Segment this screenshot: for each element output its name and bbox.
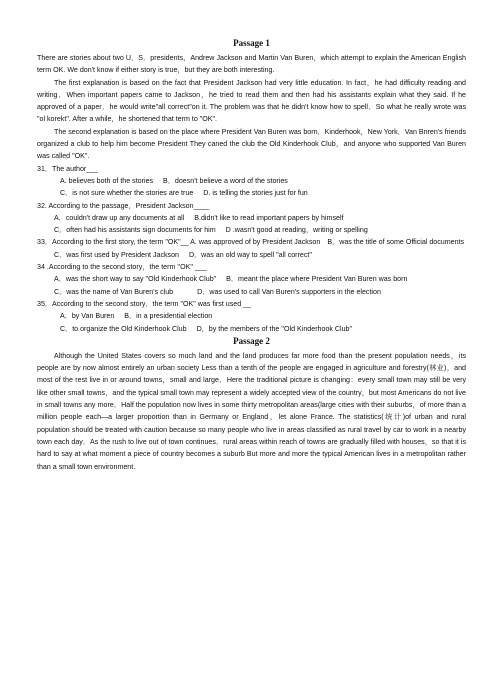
- passage-1-paragraph-1: There are stories about two U．S．presidents，Andrew Jackson and Martin Van Buren，which attempt to explain the American English term OK. We don't know if either story is true，but they are both interesting.: [37, 54, 466, 75]
- question-34-option-a: A．was the short way to say ''Old Kinderhook Club": [54, 275, 217, 284]
- question-35-options-row-1: [37, 310, 466, 322]
- question-34-option-b: B．meant the place where President Van Buren was born: [226, 275, 408, 284]
- question-34-stem: 34 .According to the second story，the term ''OK'' ___: [37, 263, 207, 272]
- question-35-options-row-2: [37, 323, 466, 335]
- question-35-option-b: B．in a presidential election: [124, 312, 213, 321]
- question-31-option-d: D. is telling the stories just for fun: [203, 189, 308, 198]
- question-34-option-c: C．was the name of Van Buren's club: [54, 287, 174, 296]
- question-33-option-d: D．was an old way to spell "all correct'': [188, 250, 313, 259]
- question-32-option-b: B.didn't like to read important papers by himself: [194, 213, 344, 222]
- question-32-stem: 32. According to the passage，President Jackson____: [37, 201, 210, 210]
- passage-2-paragraph-1: Although the United States covers so much land and the land produces far more food than the present population needs，its people are by now almost entirely an urban society Less than a tenth of the people are engaged in agriculture and forestry(林业)，and most of the rest live in or around towns，small and large．Here the traditional picture is changing：every small town may still be very like other small towns，and the typical small town may represent a widely accepted view of the country，but most Americans do not live in small towns any more．Half the population now lives in some thirty metropolitan areas(large cities with their suburbs，of more than a million people each—a larger proportion than in Germany or England，let alone France. The statistics(统计)of urban and rural population should be treated with caution because so many people who live in areas classified as rural travel by car to work in a nearby town each day．As the rush to live out of town continues．rural areas within reach of towns are gradually filled with houses，so that it is hard to say at what moment a piece of country becomes a suburb But more and more the typical American lives in a metropolitan rather than a small town environment.: [37, 351, 466, 471]
- question-32-options-row-2: [37, 224, 466, 236]
- question-31-options-row-1: [37, 175, 466, 187]
- question-31-options-row-2: [37, 187, 466, 199]
- question-33-stem: 33．According to the first story, the term "OK"__ A. was approved of by President Jackson B．was the title of some Official documents: [37, 238, 465, 247]
- question-34-option-d: D．was used to call Van Buren's supporters in the election: [197, 287, 381, 296]
- question-35-option-c: C．to organize the Old Kinderhook Club: [60, 324, 187, 333]
- question-31-option-b: B．doesn't believe a word of the stories: [163, 176, 288, 185]
- question-33-option-c: C．was first used by President Jackson: [54, 250, 179, 259]
- question-35-stem: 35．According to the second story．the term "OK" was first used __: [37, 299, 252, 308]
- passage-2-title: Passage 2: [233, 335, 270, 346]
- question-32-option-c: C．often had his assistants sign documents for him: [54, 226, 216, 235]
- question-32-option-a: A．couldn't draw up any documents at all: [54, 213, 185, 222]
- question-32-options-row-1: [37, 212, 466, 224]
- passage-1-paragraph-2: The first explanation is based on the fact that President Jackson had very little education. In fact，he had difficulty reading and writing．When important papers came to Jackson，he tried to read them and then had his assistants explain what they said. If he approved of a paper．he would write"all correct"on it. The problem was that he didn't know how to spell．So what he really wrote was "ol korekt". After a while，he shortened that term to "OK".: [37, 78, 466, 124]
- question-31-option-a: A. believes both of the stories: [60, 176, 154, 185]
- question-34-options-row-2: [37, 286, 466, 298]
- question-33-options-row: [37, 249, 466, 261]
- question-35-option-d: D．by the members of the ''Old Kinderhook Club": [196, 324, 353, 333]
- question-34-options-row-1: [37, 273, 466, 285]
- passage-1-title: Passage 1: [233, 38, 270, 48]
- question-35-option-a: A．by Van Buren: [60, 312, 115, 321]
- passage-1-paragraph-3: The second explanation is based on the place where President Van Buren was born．Kinderhook，New York．Van Bnren's friends organized a club to help him become President They caned the club the Old Kinderhook Club，and anyone who supported Van Buren was called "OK".: [37, 127, 466, 161]
- question-31-stem: 31．The author___: [37, 164, 99, 173]
- question-31-option-c: C．is not sure whether the stories are true: [60, 189, 194, 198]
- question-32-option-d: D .wasn't good at reading，writing or spelling: [225, 226, 368, 235]
